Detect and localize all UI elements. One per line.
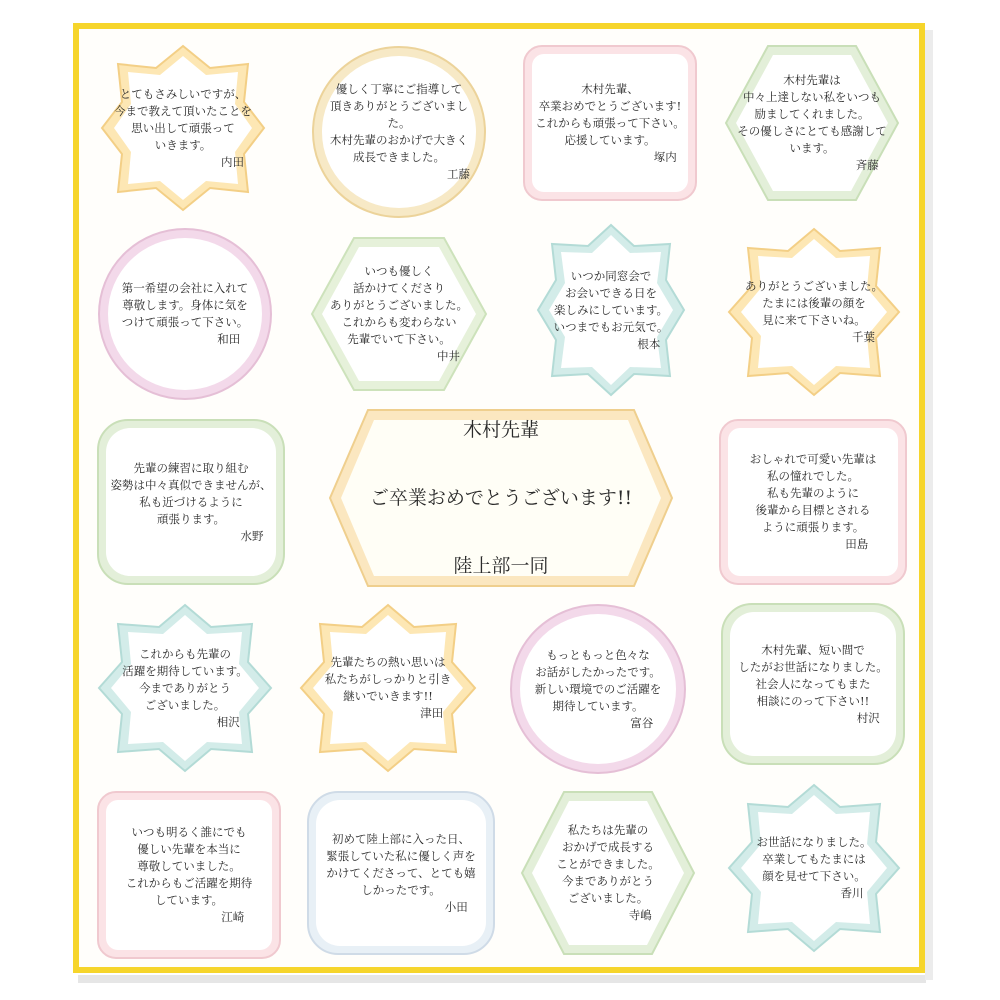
card-message: いつも明るく誰にでも 優しい先輩を本当に 尊敬していました。 これからもご活躍を期待 しています。 (125, 825, 253, 907)
card-message: 木村先輩は 中々上達しない私をいつも 励ましてくれました。 その優しさにとても感謝して います。 (737, 73, 887, 155)
message-card-15 (96, 790, 282, 960)
card-message: おしゃれで可愛い先輩は 私の憧れでした。 私も先輩のように 後輩から目標とされる ように頑張ります。 (749, 452, 877, 534)
card-signature: 寺嶋 (628, 908, 652, 922)
card-message: 木村先輩、 卒業おめでとうございます! これからも頑張って下さい。 応援しています。 (535, 81, 685, 147)
card-signature: 和田 (217, 332, 241, 346)
message-card-5 (96, 226, 274, 402)
card-signature: 江崎 (221, 910, 245, 924)
card-message: お世話になりました。 卒業してもたまには 顔を見せて下さい。 (756, 835, 872, 883)
board-shadow-right (925, 30, 933, 980)
message-card-16 (306, 790, 496, 956)
message-card-7 (536, 222, 686, 398)
card-signature: 水野 (240, 528, 264, 543)
card-message: 先輩の練習に取り組む 姿勢は中々真似できませんが、 私も近づけるように 頑張ります。 (110, 460, 272, 526)
message-card-13 (508, 602, 688, 776)
message-card-12 (298, 602, 478, 774)
card-message: 木村先輩、短い間で したがお世話になりました。 社会人になってもまた 相談にのって下さい!! (738, 642, 888, 708)
main-message-card (328, 408, 674, 588)
message-card-4 (724, 44, 900, 202)
card-signature: 千葉 (852, 330, 875, 344)
message-card-2 (310, 44, 488, 220)
message-card-11 (96, 602, 274, 774)
card-signature: 工藤 (447, 167, 470, 181)
message-card-14 (720, 602, 906, 766)
card-message: 第一希望の会社に入れて 尊敬します。身体に気を つけて頑張って下さい。 (121, 281, 249, 329)
card-signature: 小田 (444, 899, 468, 914)
message-card-8 (726, 226, 902, 398)
card-message: ありがとうございました。 たまには後輩の顔を 見に来て下さいね。 (745, 279, 883, 327)
main-message: ご卒業おめでとうございます!! (369, 487, 633, 509)
message-card-17 (520, 790, 696, 956)
card-message: とてもさみしいですが、 今まで教えて頂いたことを 思い出して頑張って いきます。 (114, 86, 252, 152)
card-signature: 斉藤 (855, 158, 879, 172)
card-signature: 塚内 (653, 149, 677, 164)
card-message: 優しく丁寧にご指導して 頂きありがとうございました。 木村先輩のおかげで大きく 成長できました。 (330, 82, 468, 164)
card-message: 私たちは先輩の おかげで成長する ことができました。 今までありがとう ございました。 (556, 823, 660, 905)
card-signature: 内田 (221, 154, 244, 169)
message-card-1 (98, 42, 268, 214)
card-signature: 根本 (637, 336, 661, 351)
card-message: もっともっと色々な お話がしたかったです。 新しい環境でのご活躍を 期待しています。 (534, 647, 662, 713)
message-card-3 (522, 44, 698, 202)
message-card-10 (718, 418, 908, 586)
card-signature: 富谷 (630, 715, 654, 730)
card-signature: 田島 (845, 537, 869, 551)
card-signature: 香川 (840, 886, 864, 900)
card-message: いつも優しく 話かけてくださり ありがとうございました。 これからも変わらない 先輩でいて下さい。 (330, 264, 468, 346)
message-card-6 (310, 236, 488, 392)
card-signature: 中井 (437, 349, 460, 363)
card-signature: 相沢 (216, 714, 240, 729)
message-card-18 (726, 782, 902, 954)
card-message: これからも先輩の 活躍を期待しています。 今までありがとう ございました。 (122, 646, 248, 712)
board-shadow-bottom (78, 975, 926, 983)
main-title: 木村先輩 (462, 419, 539, 441)
card-message: 先輩たちの熱い思いは 私たちがしっかりと引き 継いでいきます!! (324, 655, 452, 703)
card-signature: 津田 (420, 706, 444, 720)
main-from: 陸上部一同 (453, 555, 549, 577)
message-card-9 (96, 418, 286, 586)
card-message: いつか同窓会で お会いできる日を 楽しみにしています。 いつまでもお元気で。 (553, 268, 669, 334)
card-signature: 村沢 (856, 710, 880, 725)
card-message: 初めて陸上部に入った日、 緊張していた私に優しく声を かけてくださって、とても嬉 しかったです。 (326, 831, 476, 897)
